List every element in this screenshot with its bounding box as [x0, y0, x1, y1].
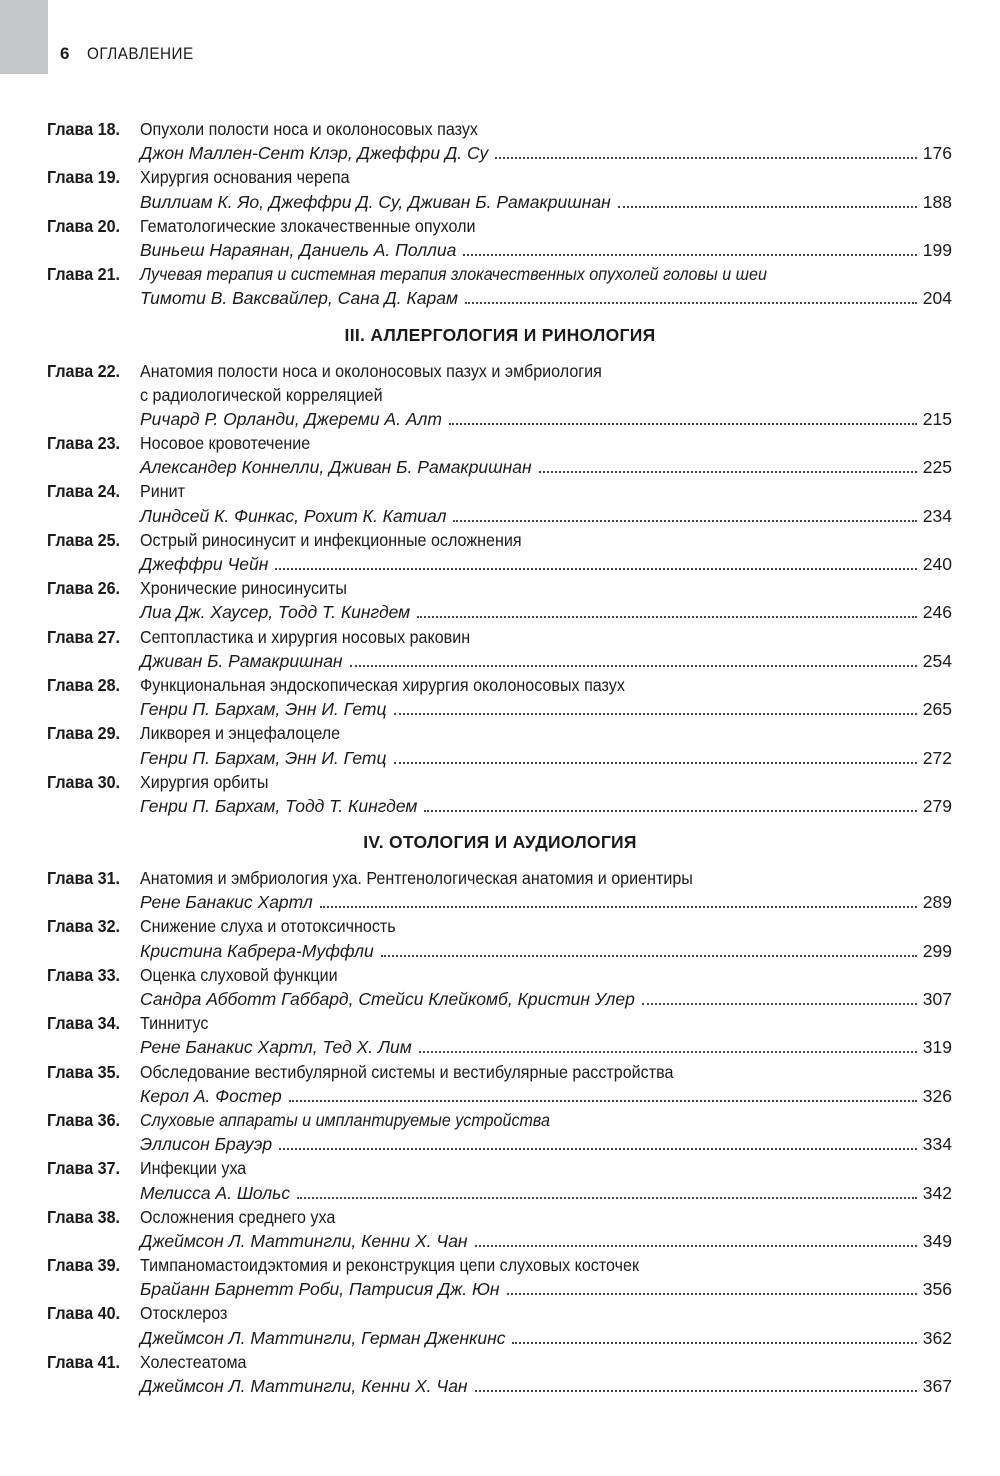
chapter-label: Глава 39. — [47, 1255, 121, 1276]
toc-entry[interactable] — [0, 1350, 1000, 1398]
dot-leader — [381, 955, 917, 957]
chapter-title: Обследование вестибулярной системы и вестибулярные расстройства — [140, 1061, 674, 1082]
dot-leader — [297, 1197, 917, 1199]
chapter-label: Глава 32. — [47, 916, 121, 937]
dot-leader — [475, 1390, 917, 1392]
chapter-title: Острый риносинусит и инфекционные осложнения — [140, 529, 522, 550]
page-ref: 188 — [922, 191, 952, 212]
chapter-authors: Сандра Абботт Габбард, Стейси Клейкомб, Кристин Улер — [140, 989, 635, 1009]
dot-leader — [618, 206, 917, 208]
chapter-authors: Генри П. Бархам, Энн И. Гетц — [140, 747, 387, 768]
chapter-title: Снижение слуха и ототоксичность — [140, 916, 396, 937]
dot-leader — [463, 254, 916, 256]
page-ref: 279 — [922, 795, 952, 816]
chapter-label: Глава 18. — [47, 119, 121, 139]
chapter-title: Тимпаномастоидэктомия и реконструкция цепи слуховых косточек — [140, 1255, 640, 1276]
dot-leader — [449, 423, 917, 425]
chapter-title: Функциональная эндоскопическая хирургия околоносовых пазух — [140, 674, 625, 695]
chapter-authors: Александер Коннелли, Дживан Б. Рамакришнан — [140, 457, 532, 478]
chapter-label: Глава 26. — [47, 578, 121, 599]
dot-leader — [350, 665, 917, 667]
toc-entry[interactable] — [0, 673, 1000, 721]
page-ref: 272 — [922, 747, 952, 768]
chapter-authors: Джеймсон Л. Маттингли, Герман Дженкинс — [140, 1327, 506, 1348]
page-ref: 176 — [922, 143, 952, 164]
chapter-authors: Джон Маллен-Сент Клэр, Джеффри Д. Су — [140, 143, 489, 164]
dot-leader — [465, 302, 917, 304]
chapter-title: Хирургия орбиты — [140, 771, 269, 792]
chapter-title: Оценка слуховой функции — [140, 964, 338, 985]
chapter-label: Глава 30. — [47, 771, 121, 792]
page-ref: 349 — [922, 1230, 952, 1251]
chapter-authors: Кристина Кабрера-Муффли — [140, 940, 374, 961]
chapter-label: Глава 37. — [47, 1158, 121, 1179]
chapter-title: Анатомия и эмбриология уха. Рентгенологическая анатомия и ориентиры — [140, 868, 693, 889]
chapter-authors: Мелисса А. Шольс — [140, 1182, 291, 1203]
dot-leader — [539, 471, 917, 473]
page-ref: 299 — [922, 940, 952, 961]
chapter-title: Тиннитус — [140, 1013, 209, 1034]
page-ref: 199 — [922, 239, 952, 260]
chapter-label: Глава 21. — [47, 264, 121, 285]
toc-entry[interactable] — [0, 479, 1000, 527]
dot-leader — [320, 906, 917, 908]
toc-entry[interactable] — [0, 576, 1000, 624]
section-heading: III. АЛЛЕРГОЛОГИЯ И РИНОЛОГИЯ — [344, 324, 656, 345]
chapter-label: Глава 38. — [47, 1206, 121, 1227]
chapter-authors: Лиа Дж. Хаусер, Тодд Т. Кингдем — [140, 602, 411, 623]
page-ref: 367 — [922, 1376, 952, 1396]
toc-entry[interactable] — [0, 1156, 1000, 1204]
dot-leader — [419, 1051, 917, 1053]
chapter-label: Глава 31. — [47, 868, 121, 889]
chapter-authors: Джеймсон Л. Маттингли, Кенни Х. Чан — [140, 1376, 468, 1396]
dot-leader — [642, 1003, 917, 1005]
page-header — [60, 44, 206, 64]
chapter-authors: Тимоти В. Ваксвайлер, Сана Д. Карам — [140, 288, 458, 309]
chapter-label: Глава 36. — [47, 1109, 121, 1130]
chapter-title: Опухоли полости носа и околоносовых пазух — [140, 119, 478, 139]
toc-entry[interactable] — [0, 117, 1000, 165]
page-ref: 254 — [922, 650, 952, 671]
page-ref: 240 — [922, 554, 952, 574]
page-ref: 215 — [922, 408, 952, 429]
chapter-label: Глава 20. — [47, 215, 121, 236]
dot-leader — [275, 568, 916, 570]
toc-entry[interactable] — [0, 1253, 1000, 1301]
chapter-authors: Керол А. Фостер — [140, 1085, 282, 1106]
toc-entry[interactable] — [0, 1060, 1000, 1108]
page-ref: 362 — [922, 1327, 952, 1348]
dot-leader — [475, 1245, 917, 1247]
chapter-label: Глава 35. — [47, 1061, 121, 1082]
page-ref: 265 — [922, 699, 952, 720]
chapter-authors: Генри П. Бархам, Тодд Т. Кингдем — [140, 795, 418, 816]
chapter-title: Лучевая терапия и системная терапия злокачественных опухолей головы и шеи — [140, 264, 767, 285]
chapter-title: Инфекции уха — [140, 1158, 247, 1179]
chapter-label: Глава 29. — [47, 723, 121, 744]
toc-entry[interactable] — [0, 866, 1000, 914]
toc-entry[interactable] — [0, 528, 1000, 576]
chapter-title: Носовое кровотечение — [140, 433, 311, 454]
page-number: 6 — [60, 44, 70, 63]
dot-leader — [417, 616, 917, 618]
page-ref: 307 — [922, 989, 952, 1009]
chapter-label: Глава 24. — [47, 481, 121, 502]
chapter-title: Гематологические злокачественные опухоли — [140, 215, 476, 236]
chapter-authors: Виньеш Нараянан, Даниель А. Поллиа — [140, 239, 457, 260]
dot-leader — [289, 1100, 917, 1102]
chapter-title: Септопластика и хирургия носовых раковин — [140, 626, 471, 647]
page-corner-tab — [0, 0, 48, 74]
dot-leader — [394, 762, 917, 764]
chapter-title: Хирургия основания черепа — [140, 167, 350, 188]
page-ref: 319 — [922, 1037, 952, 1058]
chapter-authors: Виллиам К. Яо, Джеффри Д. Су, Дживан Б. Рамакришнан — [140, 191, 611, 212]
chapter-label: Глава 41. — [47, 1351, 121, 1372]
chapter-authors: Рене Банакис Хартл, Тед Х. Лим — [140, 1037, 412, 1058]
toc-entry[interactable] — [0, 359, 1000, 432]
page-ref: 204 — [922, 288, 952, 309]
page-ref: 234 — [922, 505, 952, 526]
chapter-title: с радиологической корреляцией — [140, 384, 383, 405]
toc-entry[interactable] — [0, 914, 1000, 962]
toc-entry[interactable] — [0, 1108, 1000, 1156]
chapter-title: Ринит — [140, 481, 185, 502]
toc-entry[interactable] — [0, 625, 1000, 673]
chapter-label: Глава 40. — [47, 1303, 121, 1324]
chapter-title: Холестеатома — [140, 1351, 247, 1372]
dot-leader — [279, 1148, 917, 1150]
toc-entry[interactable] — [0, 1301, 1000, 1349]
toc-entry[interactable] — [0, 214, 1000, 262]
toc-entry[interactable] — [0, 770, 1000, 818]
dot-leader — [507, 1293, 917, 1295]
toc-entry[interactable] — [0, 721, 1000, 769]
page-ref: 225 — [922, 457, 952, 478]
dot-leader — [453, 520, 916, 522]
toc-entry[interactable] — [0, 165, 1000, 213]
dot-leader — [512, 1342, 916, 1344]
chapter-title: Слуховые аппараты и имплантируемые устройства — [140, 1109, 550, 1130]
toc-entry[interactable] — [0, 262, 1000, 310]
toc-entry[interactable] — [0, 963, 1000, 1011]
chapter-authors: Джеймсон Л. Маттингли, Кенни Х. Чан — [140, 1230, 468, 1251]
chapter-label: Глава 27. — [47, 626, 121, 647]
running-title: ОГЛАВЛЕНИЕ — [87, 44, 195, 63]
dot-leader — [394, 713, 917, 715]
chapter-label: Глава 33. — [47, 964, 121, 985]
page-ref: 342 — [922, 1182, 952, 1203]
dot-leader — [495, 157, 917, 159]
chapter-title: Хронические риносинуситы — [140, 578, 347, 599]
chapter-label: Глава 25. — [47, 529, 121, 550]
toc-entry[interactable] — [0, 1011, 1000, 1059]
chapter-title: Осложнения среднего уха — [140, 1206, 336, 1227]
page-ref: 356 — [922, 1279, 952, 1300]
chapter-title: Отосклероз — [140, 1303, 228, 1324]
chapter-label: Глава 28. — [47, 674, 121, 695]
dot-leader — [424, 810, 916, 812]
chapter-label: Глава 22. — [47, 360, 121, 381]
page-ref: 326 — [922, 1085, 952, 1106]
chapter-label: Глава 19. — [47, 167, 121, 188]
chapter-authors: Джеффри Чейн — [140, 554, 269, 574]
chapter-authors: Ричард Р. Орланди, Джереми А. Алт — [140, 408, 442, 429]
page-ref: 246 — [922, 602, 952, 623]
page-ref: 334 — [922, 1134, 952, 1155]
table-of-contents — [0, 117, 1000, 1398]
chapter-label: Глава 34. — [47, 1013, 121, 1034]
toc-entry[interactable] — [0, 1205, 1000, 1253]
toc-entry[interactable] — [0, 431, 1000, 479]
chapter-authors: Эллисон Брауэр — [140, 1134, 273, 1155]
chapter-title: Анатомия полости носа и околоносовых пазух и эмбриология — [140, 360, 602, 381]
chapter-authors: Линдсей К. Финкас, Рохит К. Катиал — [140, 505, 447, 526]
chapter-authors: Генри П. Бархам, Энн И. Гетц — [140, 699, 387, 720]
chapter-title: Ликворея и энцефалоцеле — [140, 723, 341, 744]
chapter-label: Глава 23. — [47, 433, 121, 454]
chapter-authors: Брайанн Барнетт Роби, Патрисия Дж. Юн — [140, 1279, 500, 1300]
chapter-authors: Дживан Б. Рамакришнан — [140, 650, 343, 671]
chapter-authors: Рене Банакис Хартл — [140, 892, 313, 913]
page-ref: 289 — [922, 892, 952, 913]
section-heading: IV. ОТОЛОГИЯ И АУДИОЛОГИЯ — [363, 832, 637, 853]
